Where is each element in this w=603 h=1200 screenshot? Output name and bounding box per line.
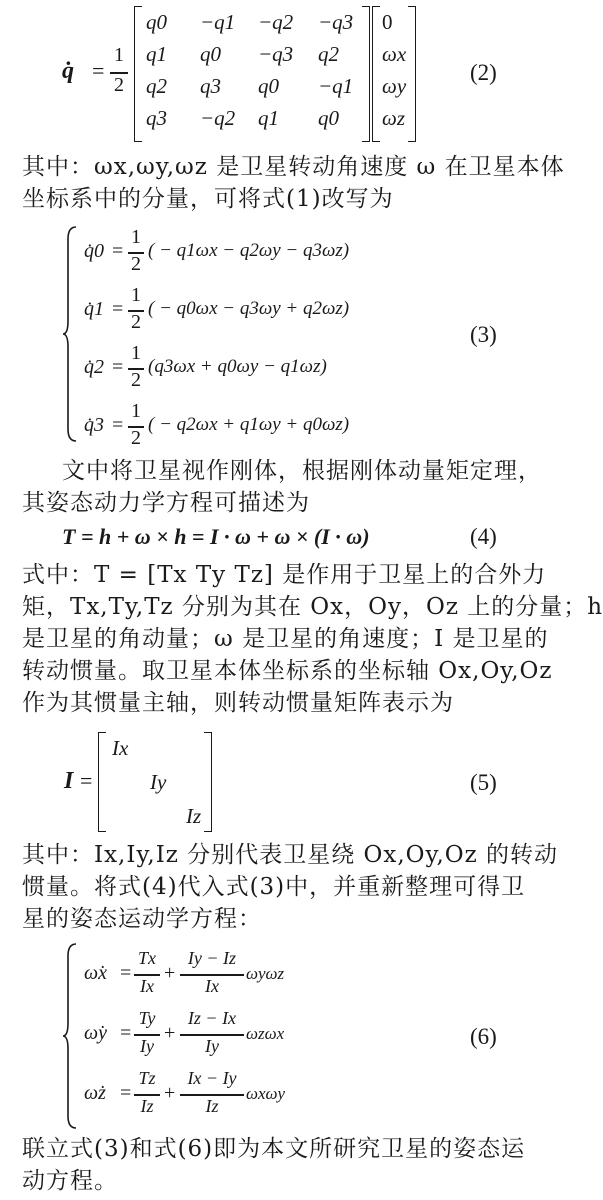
eq4-number: (4)	[470, 524, 497, 549]
eq5-left-bracket	[98, 732, 106, 832]
para5-line1: 联立式(3)和式(6)即为本文所研究卫星的姿态运	[22, 1136, 526, 1162]
para2-line1: 文中将卫星视作刚体，根据刚体动量矩定理，	[62, 458, 542, 484]
eq2-matrix-cell: −q2	[258, 10, 294, 34]
eq6-row-tail: ωzωx	[246, 1024, 285, 1043]
para3-line2: 矩，Tx,Ty,Tz 分别为其在 Ox，Oy，Oz 上的分量；h	[22, 594, 603, 620]
eq2-equals: =	[92, 58, 105, 83]
eq6-brace	[62, 942, 78, 1130]
eq5-equals: =	[80, 768, 93, 793]
eq6-row-equals: =	[120, 1022, 132, 1044]
eq2-matrix-cell: q1	[258, 106, 279, 130]
eq5-lhs: I	[64, 768, 74, 794]
eq3-row-rhs: ( − q0ωx − q3ωy + q2ωz)	[148, 298, 350, 319]
eq3-row-lhs: q̇3	[84, 414, 104, 436]
eq2-coef-den: 2	[114, 74, 124, 96]
eq3-row-den: 2	[131, 311, 141, 333]
eq6-row-plus: +	[164, 1082, 176, 1104]
eq2-matrix-cell: −q1	[200, 10, 236, 34]
para4-line1: 其中：Ix,Iy,Iz 分别代表卫星绕 Ox,Oy,Oz 的转动	[22, 842, 559, 868]
para4-line3: 星的姿态运动学方程：	[22, 906, 262, 932]
eq6-number: (6)	[470, 1024, 497, 1049]
eq2-number: (2)	[470, 60, 497, 85]
eq6-row-i-den: Iz	[205, 1096, 219, 1116]
eq2-vector-cell: ωy	[382, 74, 407, 98]
eq2-vector-cell: ωz	[382, 106, 405, 130]
eq3-row-num: 1	[131, 226, 141, 248]
eq5-diagonal-cell: Ix	[112, 736, 129, 760]
para3-line3: 是卫星的角动量；ω 是卫星的角速度；I 是卫星的	[22, 626, 549, 652]
eq6-row-i-num: Iy − Iz	[187, 948, 237, 968]
eq6-row-t-num: Ty	[138, 1008, 156, 1028]
eq6-row-t-den: Ix	[140, 976, 154, 996]
eq2-matrix-right-bracket	[362, 6, 370, 142]
eq6-row-i-den: Ix	[205, 976, 219, 996]
eq2-matrix-left-bracket	[134, 6, 142, 142]
para3-line5: 作为其惯量主轴，则转动惯量矩阵表示为	[22, 690, 454, 716]
eq3-row-lhs: q̇1	[84, 298, 104, 320]
eq2-matrix-cell: q0	[146, 10, 167, 34]
para1-line2: 坐标系中的分量，可将式(1)改写为	[22, 186, 394, 212]
para4-line2: 惯量。将式(4)代入式(3)中，并重新整理可得卫	[22, 874, 526, 900]
eq5-diagonal-cell: Iy	[150, 770, 167, 794]
eq5-right-bracket	[204, 732, 212, 832]
eq3-row-rhs: ( − q2ωx + q1ωy + q0ωz)	[148, 414, 350, 435]
eq3-row-rhs: (q3ωx + q0ωy − q1ωz)	[148, 356, 327, 377]
eq2-vector-right-bracket	[408, 6, 416, 142]
eq3-row-den: 2	[131, 427, 141, 449]
para2-line2: 其姿态动力学方程可描述为	[22, 490, 310, 516]
eq2-coef-num: 1	[114, 44, 124, 66]
eq2-matrix-cell: −q1	[318, 74, 354, 98]
eq6-row-equals: =	[120, 1082, 132, 1104]
eq2-matrix-cell: −q3	[318, 10, 354, 34]
eq6-row-t-num: Tz	[138, 1068, 156, 1088]
eq3-row-num: 1	[131, 342, 141, 364]
eq6-row-tail: ωxωy	[246, 1084, 286, 1103]
eq2-matrix-cell: q0	[318, 106, 339, 130]
eq3-row-num: 1	[131, 400, 141, 422]
eq3-row-lhs: q̇2	[84, 356, 104, 378]
eq3-row-equals: =	[112, 298, 124, 320]
eq3-brace	[62, 225, 78, 443]
eq2-vector-cell: 0	[382, 10, 393, 34]
eq2-matrix-cell: q2	[146, 74, 167, 98]
eq3-row-equals: =	[112, 240, 124, 262]
eq2-matrix-cell: q3	[200, 74, 221, 98]
eq3-row-rhs: ( − q1ωx − q2ωy − q3ωz)	[148, 240, 350, 261]
eq6-row-lhs: ω̇z	[84, 1082, 106, 1104]
eq6-row-i-num: Iz − Ix	[187, 1008, 237, 1028]
eq2-matrix-cell: −q2	[200, 106, 236, 130]
para3-line1: 式中：T = [Tx Ty Tz] 是作用于卫星上的合外力	[22, 562, 547, 588]
eq6-row-tail: ωyωz	[246, 964, 285, 983]
eq3-row-lhs: q̇0	[84, 240, 104, 262]
eq2-matrix-cell: q3	[146, 106, 167, 130]
para3-line4: 转动惯量。取卫星本体坐标系的坐标轴 Ox,Oy,Oz	[22, 658, 553, 684]
eq2-vector-cell: ωx	[382, 42, 407, 66]
eq6-row-lhs: ω̇y	[84, 1022, 107, 1044]
eq6-row-lhs: ω̇x	[84, 962, 107, 984]
eq2-vector-left-bracket	[372, 6, 380, 142]
eq5-diagonal-cell: Iz	[186, 804, 202, 828]
eq6-row-plus: +	[164, 1022, 176, 1044]
para1-line1: 其中：ωx,ωy,ωz 是卫星转动角速度 ω 在卫星本体	[22, 154, 565, 180]
eq6-row-plus: +	[164, 962, 176, 984]
eq2-matrix-cell: q0	[258, 74, 279, 98]
eq6-row-i-den: Iy	[205, 1036, 219, 1056]
eq2-matrix-cell: q1	[146, 42, 167, 66]
eq3-row-equals: =	[112, 414, 124, 436]
eq6-row-t-den: Iy	[140, 1036, 154, 1056]
eq3-row-equals: =	[112, 356, 124, 378]
eq6-row-t-den: Iz	[140, 1096, 154, 1116]
eq6-row-t-num: Tx	[138, 948, 156, 968]
eq6-row-i-num: Ix − Iy	[187, 1068, 237, 1088]
eq3-row-den: 2	[131, 253, 141, 275]
eq2-lhs: q̇	[62, 58, 74, 84]
eq2-matrix-cell: −q3	[258, 42, 294, 66]
eq5-number: (5)	[470, 770, 497, 795]
eq6-row-equals: =	[120, 962, 132, 984]
eq3-row-num: 1	[131, 284, 141, 306]
eq2-matrix-cell: q2	[318, 42, 339, 66]
eq3-number: (3)	[470, 322, 497, 347]
eq3-row-den: 2	[131, 369, 141, 391]
eq2-matrix-cell: q0	[200, 42, 221, 66]
eq4-body: T = h + ω × h = I · ω + ω × (I · ω)	[62, 524, 370, 549]
para5-line2: 动方程。	[22, 1168, 118, 1194]
